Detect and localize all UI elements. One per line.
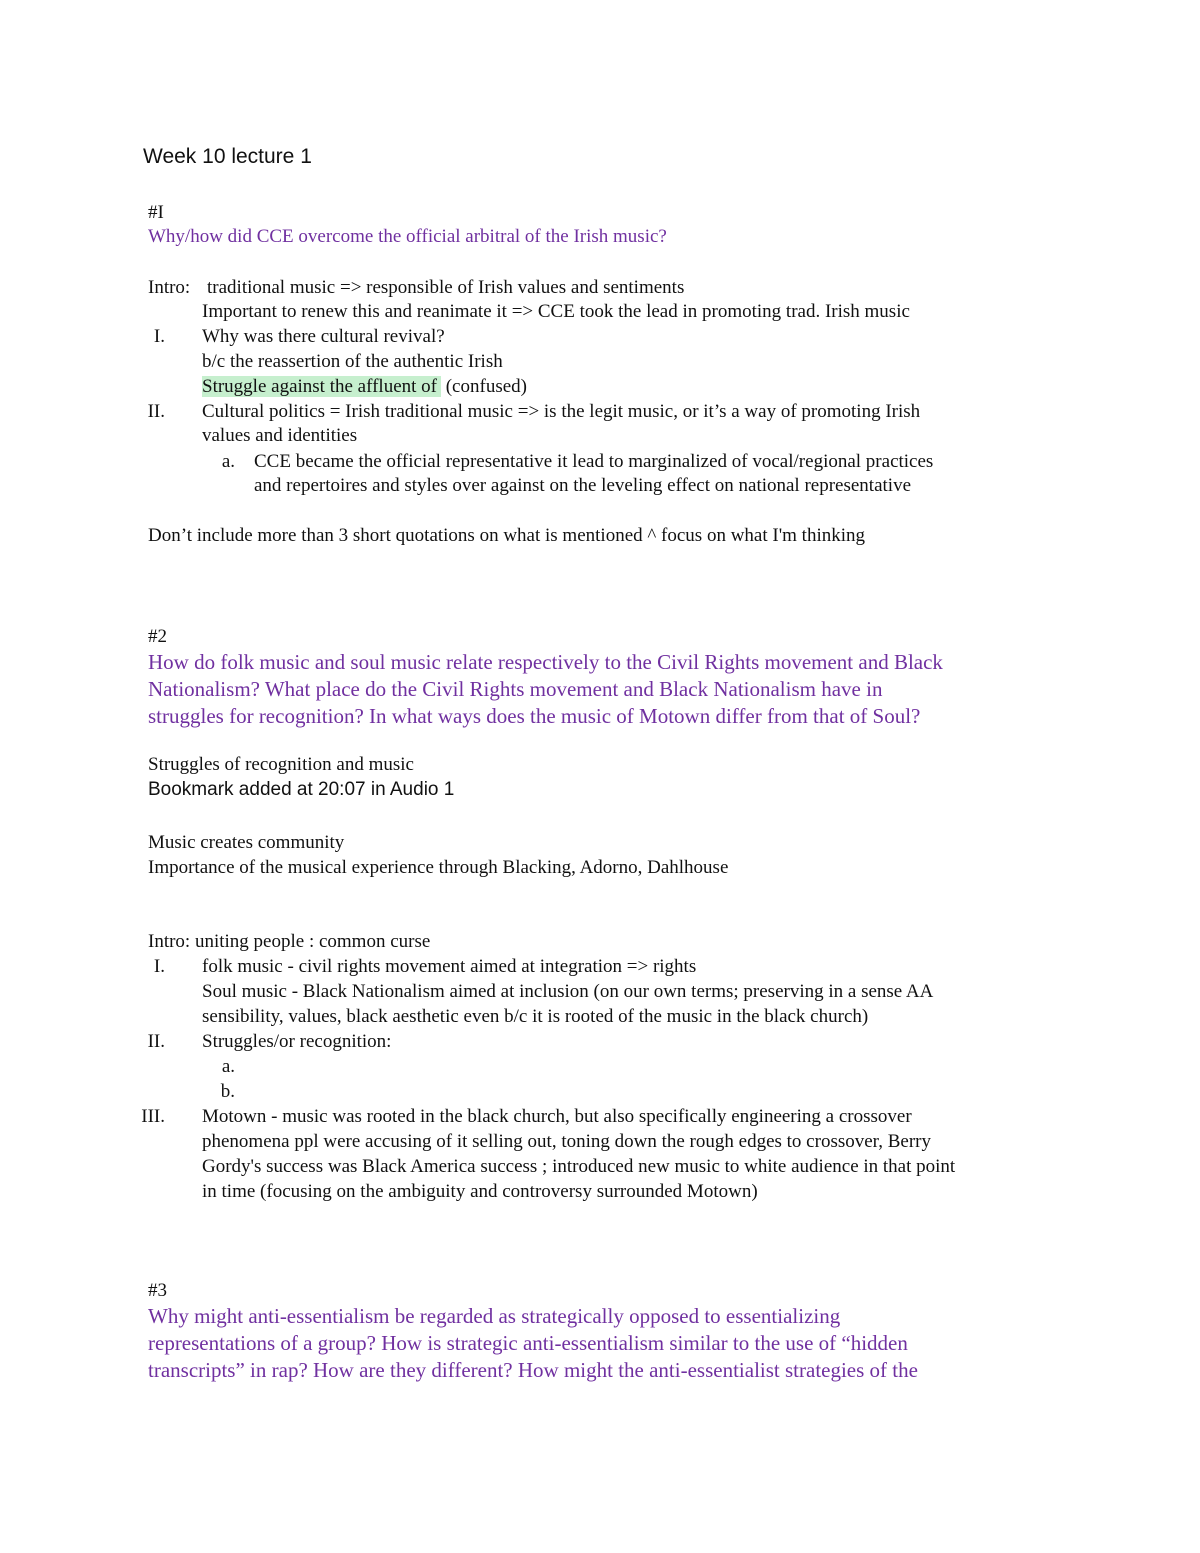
- section-2-question-line-2: Nationalism? What place do the Civil Rights movement and Black Nationalism have in: [148, 677, 883, 701]
- section-1-marker-a: a.: [221, 451, 235, 472]
- section-2-intro: Intro: uniting people : common curse: [148, 931, 431, 952]
- section-2-bookmark: Bookmark added at 20:07 in Audio 1: [148, 779, 455, 800]
- highlight-annotation: (confused): [445, 376, 527, 397]
- section-1-item-i-line-2: b/c the reassertion of the authentic Irish: [202, 351, 503, 372]
- section-1-intro-line-1: traditional music => responsible of Irish values and sentiments: [207, 277, 685, 298]
- section-2-question-line-3: struggles for recognition? In what ways does the music of Motown differ from that of Soul?: [148, 704, 921, 728]
- section-3-heading: #3: [148, 1280, 167, 1301]
- section-2-item-i-line-3: sensibility, values, black aesthetic even b/c it is rooted of the music in the black church): [202, 1006, 869, 1027]
- section-1-item-i-line-3: [202, 375, 527, 399]
- page-title: Week 10 lecture 1: [143, 145, 312, 168]
- section-2-item-i-line-1: folk music - civil rights movement aimed at integration => rights: [202, 956, 697, 977]
- section-2-marker-iii: III.: [141, 1106, 165, 1127]
- section-1-subitem-a-line-2: and repertoires and styles over against on the leveling effect on national representative: [254, 475, 912, 496]
- highlighted-text: Struggle against the affluent of: [202, 376, 441, 397]
- section-2-line-community: Music creates community: [148, 832, 345, 853]
- section-2-line-importance: Importance of the musical experience through Blacking, Adorno, Dahlhouse: [148, 857, 729, 878]
- section-2-item-ii: Struggles/or recognition:: [202, 1031, 392, 1052]
- section-3-question-line-1: Why might anti-essentialism be regarded as strategically opposed to essentializing: [148, 1304, 841, 1328]
- section-2-question-line-1: How do folk music and soul music relate respectively to the Civil Rights movement and Black: [148, 650, 943, 674]
- section-2-marker-ii: II.: [147, 1031, 165, 1052]
- section-3-question-line-2: representations of a group? How is strategic anti-essentialism similar to the use of “hidden: [148, 1331, 908, 1355]
- section-1-marker-i: I.: [153, 326, 165, 347]
- section-1-note: Don’t include more than 3 short quotations on what is mentioned ^ focus on what I'm thinking: [148, 525, 865, 546]
- section-2-marker-b: b.: [220, 1081, 235, 1102]
- section-2-heading: #2: [148, 626, 167, 647]
- section-1-subitem-a-line-1: CCE became the official representative it lead to marginalized of vocal/regional practices: [254, 451, 934, 472]
- section-2-marker-a: a.: [221, 1056, 235, 1077]
- section-1-item-i-line-1: Why was there cultural revival?: [202, 326, 445, 347]
- section-2-item-i-line-2: Soul music - Black Nationalism aimed at inclusion (on our own terms; preserving in a sense AA: [202, 981, 934, 1002]
- section-2-marker-i: I.: [153, 956, 165, 977]
- section-1-intro-line-2: Important to renew this and reanimate it => CCE took the lead in promoting trad. Irish music: [202, 301, 910, 322]
- section-1-heading: #I: [148, 202, 164, 223]
- section-2-item-iii-line-2: phenomena ppl were accusing of it selling out, toning down the rough edges to crossover, Berry: [202, 1131, 931, 1152]
- section-1-question: Why/how did CCE overcome the official arbitral of the Irish music?: [148, 226, 667, 247]
- section-2-line-struggles: Struggles of recognition and music: [148, 754, 414, 775]
- section-1-item-ii-line-2: values and identities: [202, 425, 358, 446]
- section-1-marker-ii: II.: [147, 401, 165, 422]
- section-2-item-iii-line-3: Gordy's success was Black America success ; introduced new music to white audience in that point: [202, 1156, 956, 1177]
- section-2-item-iii-line-1: Motown - music was rooted in the black church, but also specifically engineering a crossover: [202, 1106, 912, 1127]
- section-1-item-ii-line-1: Cultural politics = Irish traditional music => is the legit music, or it’s a way of promoting Irish: [202, 401, 921, 422]
- section-3-question-line-3: transcripts” in rap? How are they different? How might the anti-essentialist strategies of the: [148, 1358, 918, 1382]
- section-2-item-iii-line-4: in time (focusing on the ambiguity and controversy surrounded Motown): [202, 1181, 758, 1202]
- section-1-intro-label: Intro:: [148, 277, 191, 298]
